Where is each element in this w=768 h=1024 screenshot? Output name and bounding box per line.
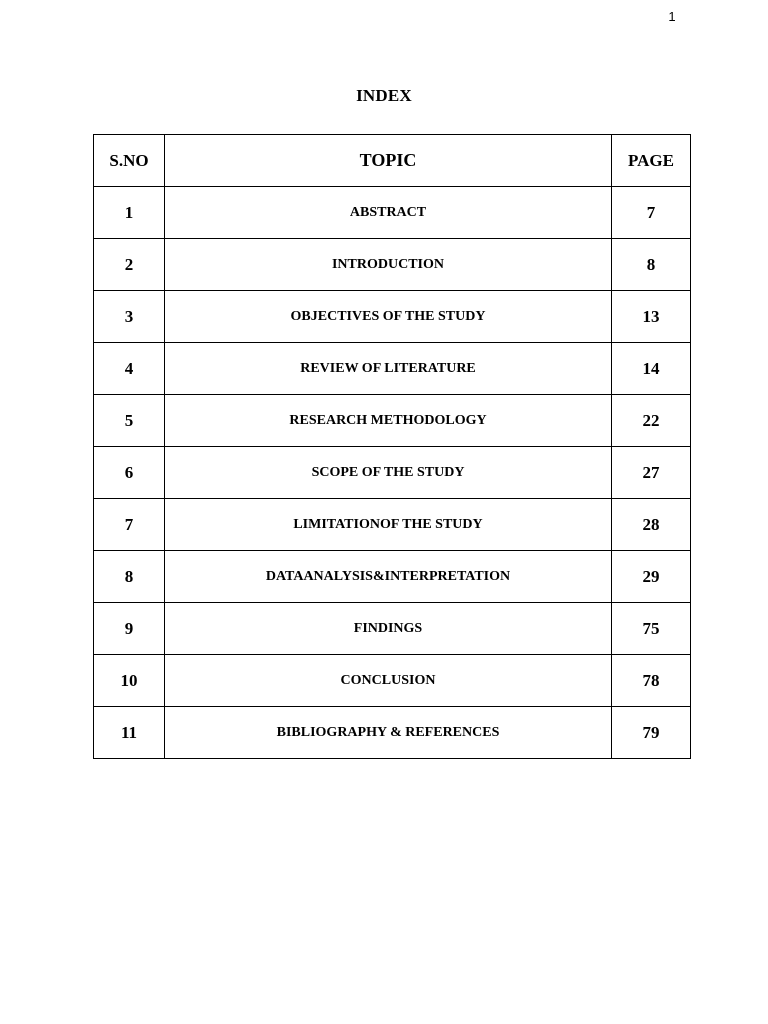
row-page: 75 (612, 603, 691, 655)
row-topic: FINDINGS (165, 603, 612, 655)
row-topic: DATAANALYSIS&INTERPRETATION (165, 551, 612, 603)
row-page: 28 (612, 499, 691, 551)
table-row (94, 343, 691, 395)
row-page: 27 (612, 447, 691, 499)
header-sno: S.NO (94, 135, 165, 187)
table-row (94, 187, 691, 239)
table-row (94, 603, 691, 655)
row-sno: 2 (94, 239, 165, 291)
index-table (93, 134, 691, 759)
row-topic: OBJECTIVES OF THE STUDY (165, 291, 612, 343)
row-sno: 10 (94, 655, 165, 707)
index-title: INDEX (356, 86, 412, 105)
row-topic: LIMITATIONOF THE STUDY (165, 499, 612, 551)
row-topic: CONCLUSION (165, 655, 612, 707)
table-row (94, 499, 691, 551)
row-sno: 1 (94, 187, 165, 239)
row-topic: SCOPE OF THE STUDY (165, 447, 612, 499)
row-page: 8 (612, 239, 691, 291)
row-sno: 11 (94, 707, 165, 759)
row-sno: 5 (94, 395, 165, 447)
page-number: 1 (668, 9, 676, 24)
row-topic: ABSTRACT (165, 187, 612, 239)
row-sno: 6 (94, 447, 165, 499)
row-sno: 4 (94, 343, 165, 395)
row-topic: INTRODUCTION (165, 239, 612, 291)
row-sno: 3 (94, 291, 165, 343)
header-page: PAGE (612, 135, 691, 187)
header-topic: TOPIC (165, 135, 612, 187)
row-page: 79 (612, 707, 691, 759)
row-sno: 8 (94, 551, 165, 603)
table-row (94, 395, 691, 447)
row-page: 7 (612, 187, 691, 239)
table-header-row (94, 135, 691, 187)
table-row (94, 447, 691, 499)
row-topic: REVIEW OF LITERATURE (165, 343, 612, 395)
row-topic: RESEARCH METHODOLOGY (165, 395, 612, 447)
table-row (94, 291, 691, 343)
row-page: 78 (612, 655, 691, 707)
row-page: 22 (612, 395, 691, 447)
table-row (94, 239, 691, 291)
row-sno: 9 (94, 603, 165, 655)
table-row (94, 551, 691, 603)
row-page: 29 (612, 551, 691, 603)
row-topic: BIBLIOGRAPHY & REFERENCES (165, 707, 612, 759)
row-page: 14 (612, 343, 691, 395)
row-page: 13 (612, 291, 691, 343)
table-row (94, 707, 691, 759)
table-row (94, 655, 691, 707)
row-sno: 7 (94, 499, 165, 551)
